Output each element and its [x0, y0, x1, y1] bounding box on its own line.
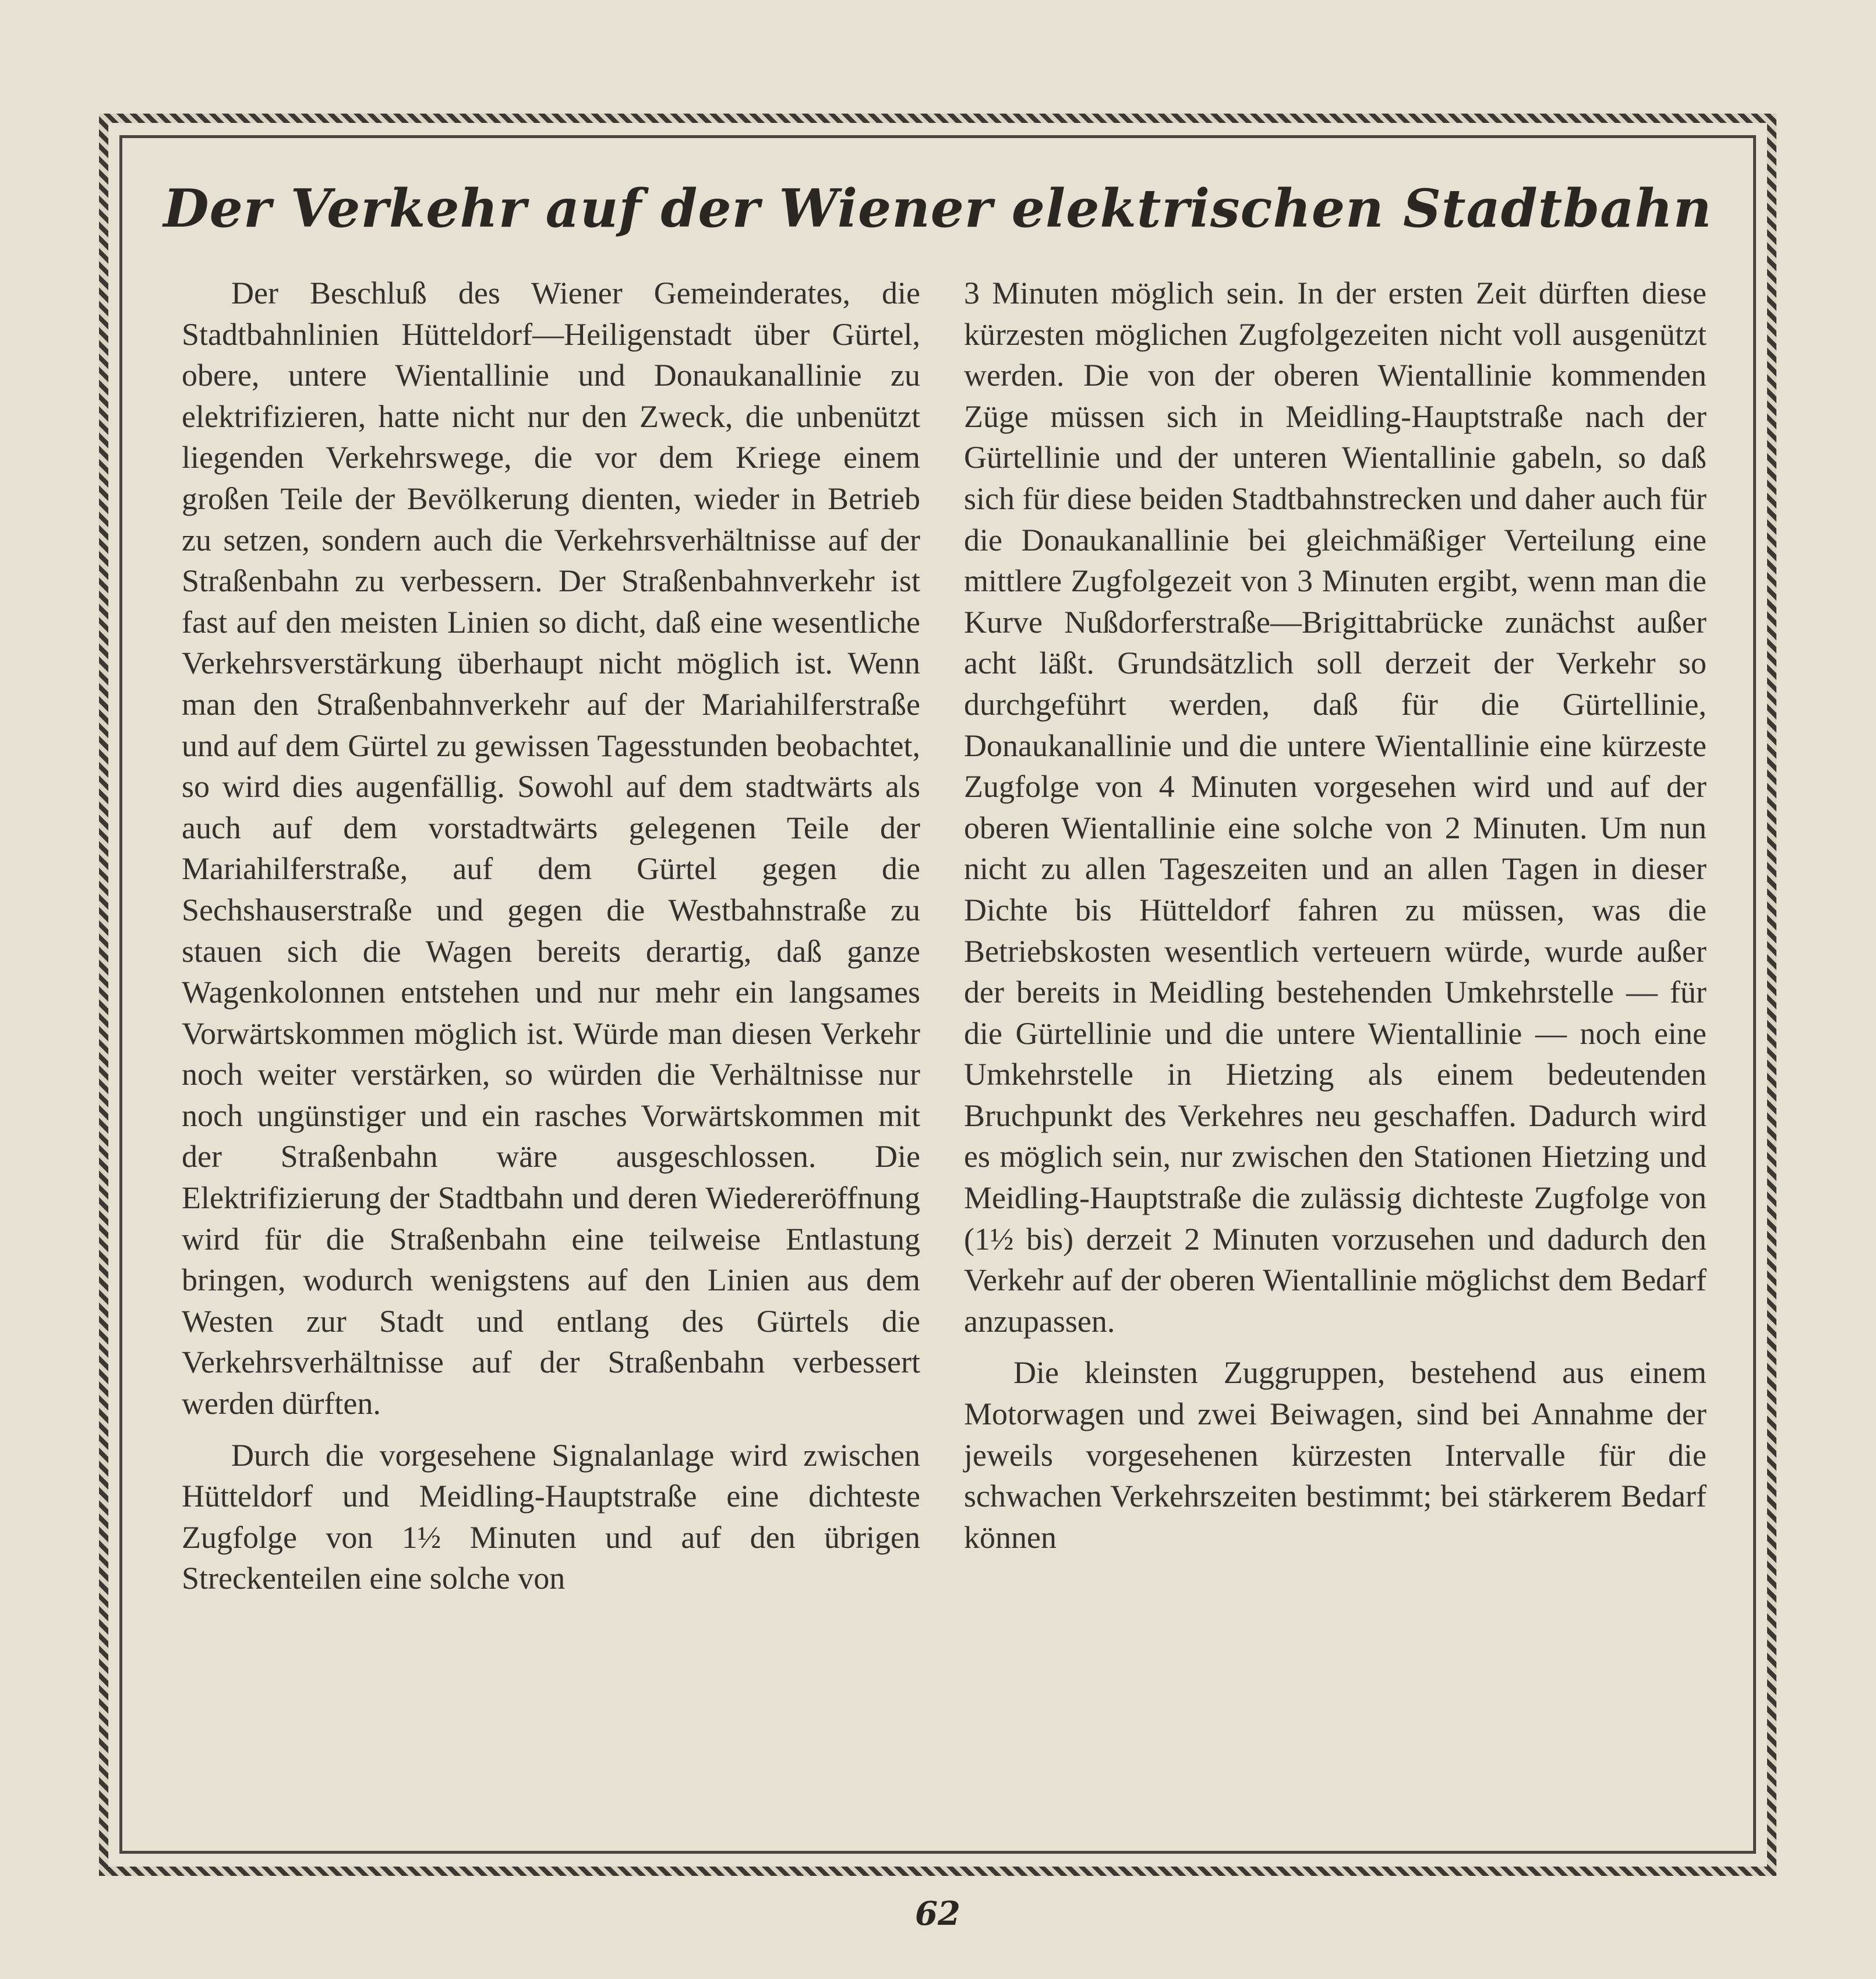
right-text-column — [964, 273, 1707, 1558]
page-number: 62 — [915, 1895, 960, 1933]
paragraph: 3 Minuten möglich sein. In der ersten Zeit dürften diese kürzesten möglichen Zugfolgezeiten nicht voll ausgenützt werden. Die von der oberen Wientallinie kommenden Züge müssen sich in Meidling-Hauptstraße nach der Gürtellinie und der unteren Wientallinie gabeln, so daß sich für diese beiden Stadtbahnstrecken und daher auch für die Donaukanallinie bei gleichmäßiger Verteilung eine mittlere Zugfolgezeit von 3 Minuten ergibt, wenn man die Kurve Nußdorferstraße—Brigittabrücke zunächst außer acht läßt. Grundsätzlich soll derzeit der Verkehr so durchgeführt werden, daß für die Gürtellinie, Donaukanallinie und die untere Wientallinie eine kürzeste Zugfolge von 4 Minuten vorgesehen wird und auf der oberen Wientallinie eine solche von 2 Minuten. Um nun nicht zu allen Tageszeiten und an allen Tagen in dieser Dichte bis Hütteldorf fahren zu müssen, was die Betriebskosten wesentlich verteuern würde, wurde außer der bereits in Meidling bestehenden Umkehrstelle — für die Gürtellinie und die untere Wientallinie — noch eine Umkehrstelle in Hietzing als einem bedeutenden Bruchpunkt des Verkehres neu geschaffen. Dadurch wird es möglich sein, nur zwischen den Stationen Hietzing und Meidling-Hauptstraße die zulässig dichteste Zugfolge von (1½ bis) derzeit 2 Minuten vorzusehen und dadurch den Verkehr auf der oberen Wientallinie möglichst dem Bedarf anzupassen. — [964, 276, 1707, 1339]
article-title: Der Verkehr auf der Wiener elektrischen Stadtbahn — [163, 178, 1712, 239]
paragraph: Der Beschluß des Wiener Gemeinderates, die Stadtbahnlinien Hütteldorf—Heiligenstadt über Gürtel, obere, untere Wientallinie und Donaukanallinie zu elektrifizieren, hatte nicht nur den Zweck, die unbenützt liegenden Verkehrswege, die vor dem Kriege einem großen Teile der Bevölkerung dienten, wieder in Betrieb zu setzen, sondern auch die Verkehrsverhältnisse auf der Straßenbahn zu verbessern. Der Straßenbahnverkehr ist fast auf den meisten Linien so dicht, daß eine wesentliche Verkehrsverstärkung überhaupt nicht möglich ist. Wenn man den Straßenbahnverkehr auf der Mariahilferstraße und auf dem Gürtel zu gewissen Tagesstunden beobachtet, so wird dies augenfällig. Sowohl auf dem stadtwärts als auch auf dem vorstadtwärts gelegenen Teile der Mariahilferstraße, auf dem Gürtel gegen die Sechshauserstraße und gegen die Westbahnstraße zu stauen sich die Wagen bereits derartig, daß ganze Wagenkolonnen entstehen und nur mehr ein langsames Vorwärtskommen möglich ist. Würde man diesen Verkehr noch weiter verstärken, so würden die Verhältnisse nur noch ungünstiger und ein rasches Vorwärtskommen mit der Straßenbahn wäre ausgeschlossen. Die Elektrifizierung der Stadtbahn und deren Wiedereröffnung wird für die Straßenbahn eine teilweise Entlastung bringen, wodurch wenigstens auf den Linien aus dem Westen zur Stadt und entlang des Gürtels die Verkehrsverhältnisse auf der Straßenbahn verbessert werden dürften. — [182, 276, 920, 1421]
paragraph: Durch die vorgesehene Signalanlage wird zwischen Hütteldorf und Meidling-Hauptstraße eine dichteste Zugfolge von 1½ Minuten und auf den übrigen Streckenteilen eine solche von — [182, 1437, 920, 1596]
paragraph: Die kleinsten Zuggruppen, bestehend aus einem Motorwagen und zwei Beiwagen, sind bei Annahme der jeweils vorgesehenen kürzesten Intervalle für die schwachen Verkehrszeiten bestimmt; bei stärkerem Bedarf können — [964, 1355, 1707, 1555]
left-text-column — [182, 273, 920, 1599]
